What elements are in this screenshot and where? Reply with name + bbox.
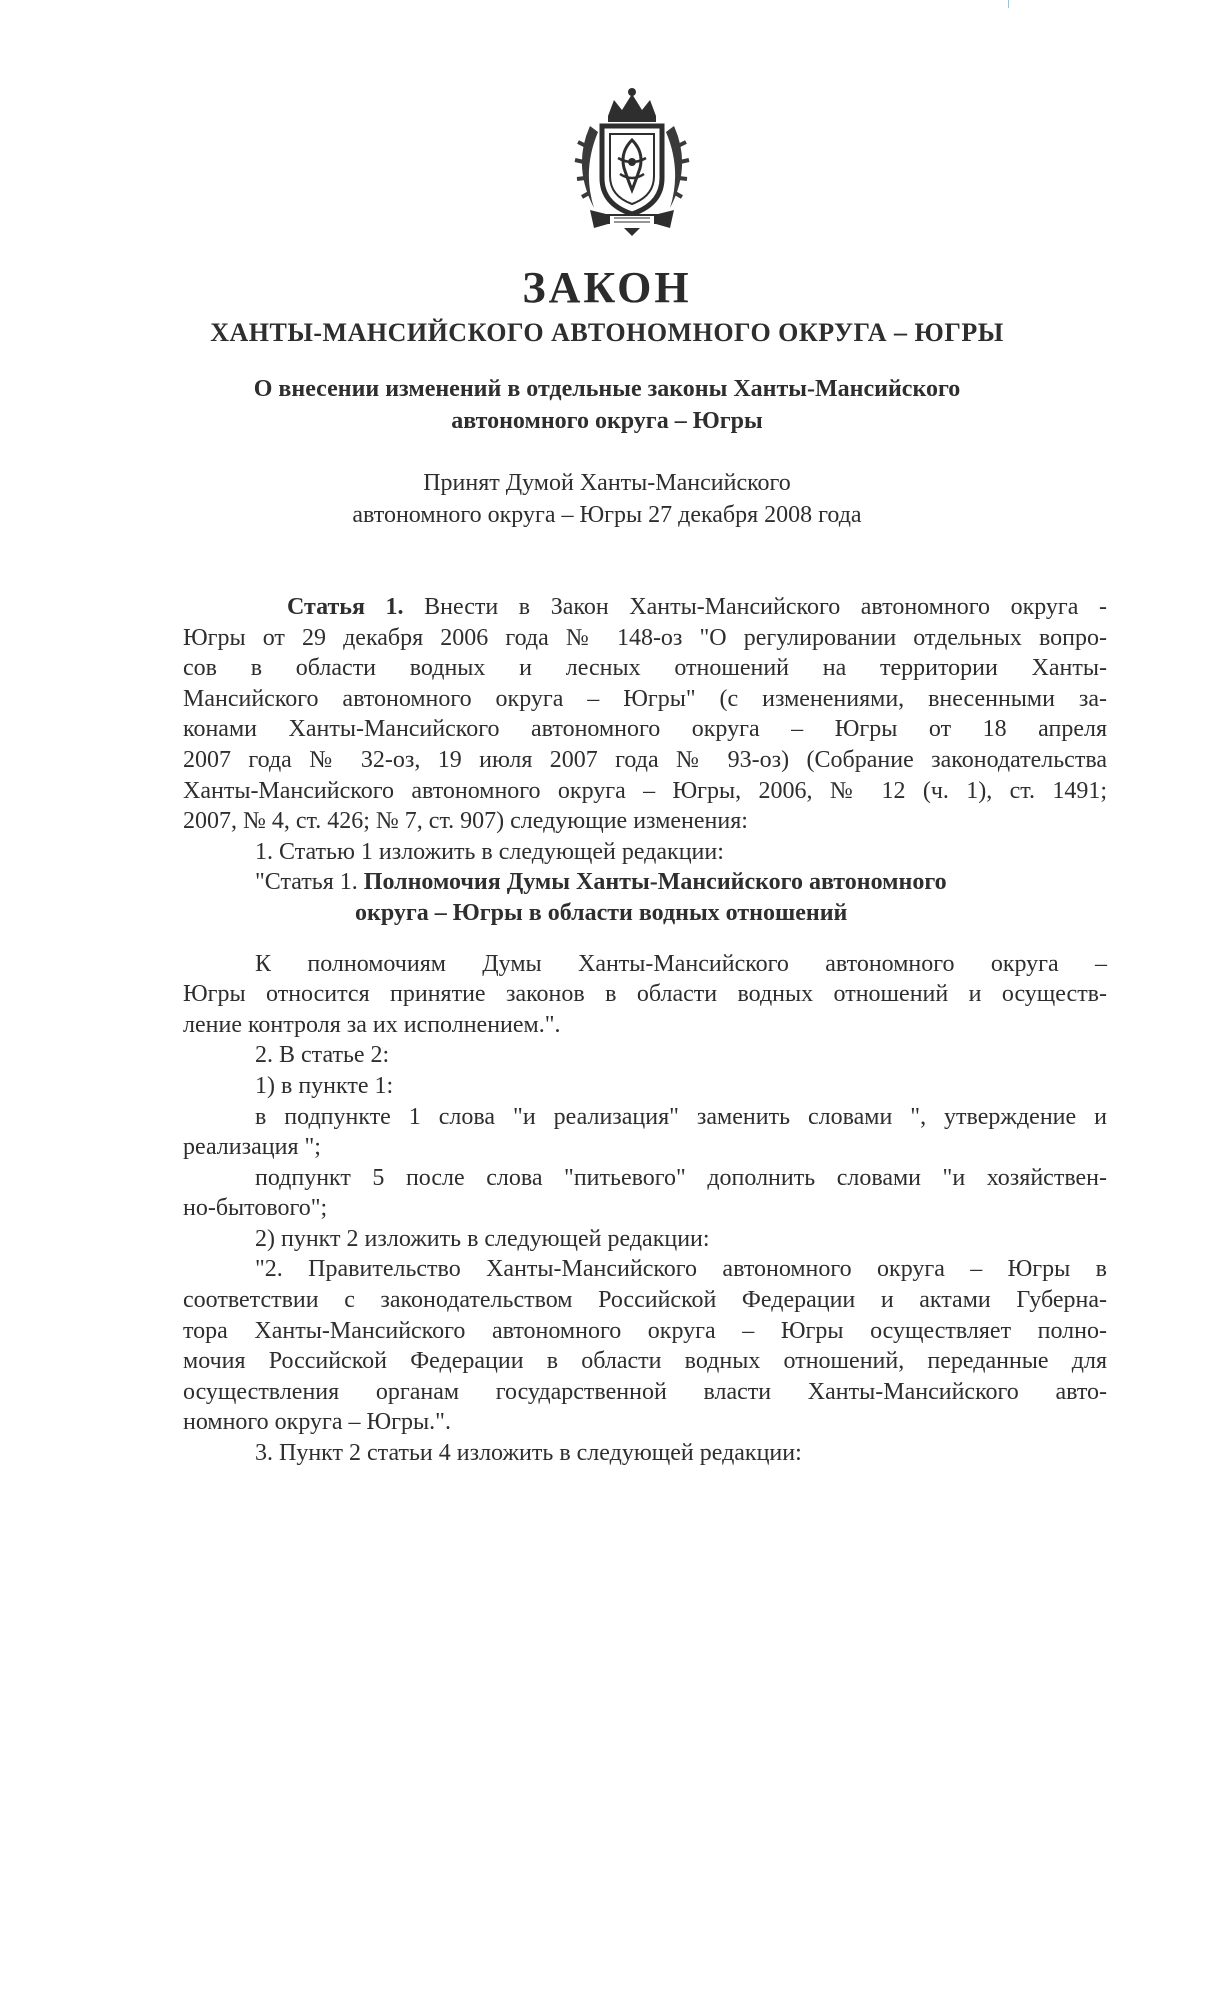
adoption-line-1: Принят Думой Ханты-Мансийского bbox=[423, 470, 791, 496]
subitem-1a-line-2: реализация "; bbox=[183, 1134, 321, 1161]
subitem-1b-line-2: но-бытового"; bbox=[183, 1195, 328, 1222]
article-1-first-line-text: Внести в Закон Ханты-Мансийского автономного округа - bbox=[424, 594, 1107, 620]
article-1-text-line: сов в области водных и лесных отношений на территории Ханты- bbox=[183, 655, 1107, 682]
quoted-clause-line: соответствии с законодательством Российской Федерации и актами Губерна- bbox=[183, 1287, 1107, 1314]
article-1-label: Статья 1. bbox=[287, 594, 404, 620]
quoted-article-title-2-line bbox=[183, 898, 1107, 929]
quoted-paragraph-line: ление контроля за их исполнением.". bbox=[183, 1011, 561, 1038]
article-1-text-line: конами Ханты-Мансийского автономного округа – Югры от 18 апреля bbox=[183, 716, 1107, 743]
quoted-clause-line: номного округа – Югры.". bbox=[183, 1409, 451, 1436]
article-1-text-line: Мансийского автономного округа – Югры" (с изменениями, внесенными за- bbox=[183, 685, 1107, 712]
article-1-text-line: 2007 года № 32-оз, 19 июля 2007 года № 93-оз) (Собрание законодательства bbox=[183, 746, 1107, 773]
document-type-title: ЗАКОН bbox=[522, 263, 692, 312]
region-title: ХАНТЫ-МАНСИЙСКОГО АВТОНОМНОГО ОКРУГА – ЮГРЫ bbox=[210, 318, 1004, 347]
article-1-body bbox=[183, 592, 1107, 1469]
item-3: 3. Пункт 2 статьи 4 изложить в следующей редакции: bbox=[255, 1440, 802, 1467]
item-2: 2. В статье 2: bbox=[255, 1042, 390, 1069]
quoted-paragraph-line: Югры относится принятие законов в области водных отношений и осуществ- bbox=[183, 981, 1107, 1008]
subitem-1a-line-1: в подпункте 1 слова "и реализация" заменить словами ", утверждение и bbox=[255, 1103, 1107, 1130]
quoted-article-title-1: Полномочия Думы Ханты-Мансийского автономного bbox=[363, 869, 947, 896]
quoted-clause-line: тора Ханты-Мансийского автономного округа – Югры осуществляет полно- bbox=[183, 1317, 1107, 1344]
quoted-article-heading bbox=[183, 867, 1107, 898]
subitem-1b-line-1: подпункт 5 после слова "питьевого" дополнить словами "и хозяйствен- bbox=[255, 1164, 1107, 1191]
coat-of-arms-emblem bbox=[568, 86, 696, 236]
article-1-text-line: 2007, № 4, ст. 426; № 7, ст. 907) следующие изменения: bbox=[183, 808, 748, 835]
article-1-text-line: Югры от 29 декабря 2006 года № 148-оз "О регулировании отдельных вопро- bbox=[183, 624, 1107, 651]
law-subject-line-1: О внесении изменений в отдельные законы Ханты-Мансийского bbox=[253, 376, 961, 402]
subitem-1: 1) в пункте 1: bbox=[255, 1072, 394, 1099]
subitem-2: 2) пункт 2 изложить в следующей редакции: bbox=[255, 1225, 710, 1252]
quoted-article-title-2: округа – Югры в области водных отношений bbox=[355, 899, 848, 926]
law-subject-line-2: автономного округа – Югры bbox=[451, 408, 763, 434]
spacer bbox=[183, 929, 1107, 949]
adoption-line-2: автономного округа – Югры 27 декабря 2008 года bbox=[352, 502, 862, 528]
quoted-article-label: "Статья 1. bbox=[255, 869, 358, 896]
quoted-paragraph-line: К полномочиям Думы Ханты-Мансийского автономного округа – bbox=[255, 950, 1107, 977]
item-1: 1. Статью 1 изложить в следующей редакции: bbox=[255, 838, 724, 865]
quoted-clause-line: мочия Российской Федерации в области водных отношений, переданные для bbox=[183, 1348, 1107, 1375]
quoted-clause-line: "2. Правительство Ханты-Мансийского автономного округа – Югры в bbox=[255, 1256, 1107, 1283]
article-1-first-line bbox=[183, 592, 1107, 623]
scan-mark bbox=[1008, 0, 1009, 8]
article-1-text-line: Ханты-Мансийского автономного округа – Югры, 2006, № 12 (ч. 1), ст. 1491; bbox=[183, 777, 1107, 804]
quoted-clause-line: осуществления органам государственной власти Ханты-Мансийского авто- bbox=[183, 1378, 1107, 1405]
